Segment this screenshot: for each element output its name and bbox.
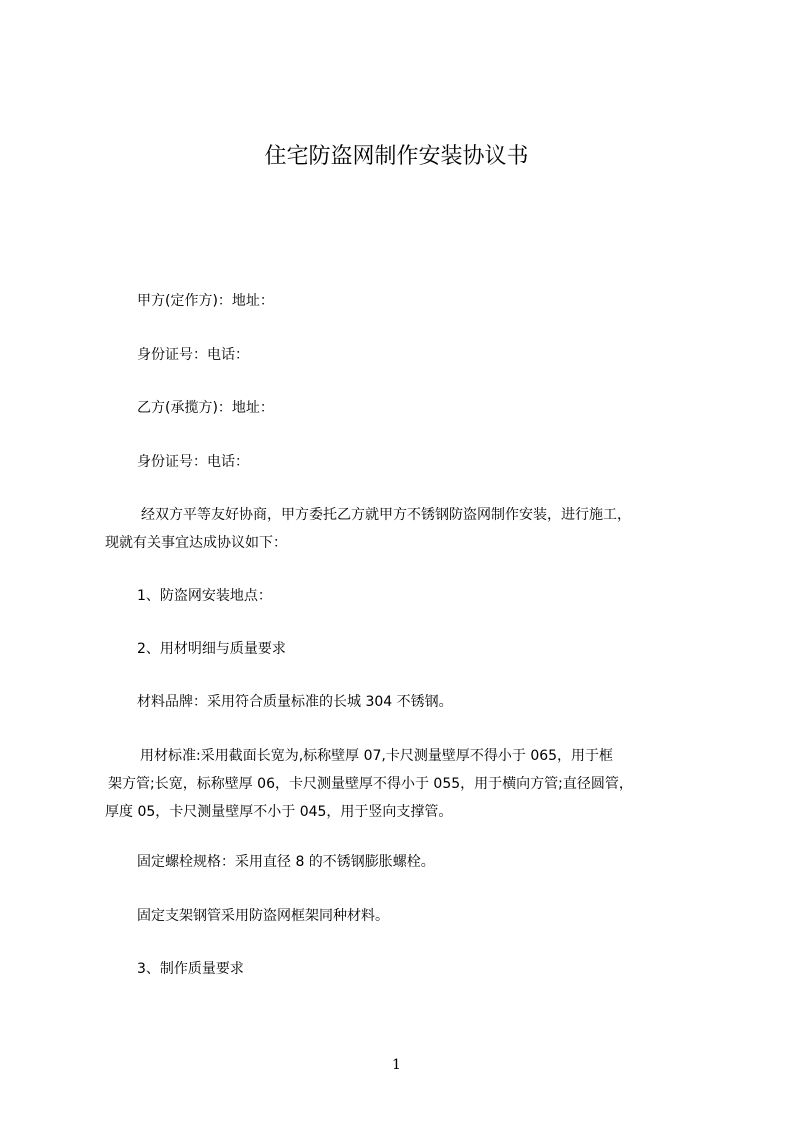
party-b-line: 乙方(承揽方)：地址：: [137, 400, 274, 416]
material-standard-paragraph: [105, 746, 633, 822]
material-standard-line-2: 架方管;长宽，标称壁厚 06，卡尺测量壁厚不得小于 055，用于横向方管;直径圆管，: [108, 776, 633, 792]
intro-line-1: 经双方平等友好协商，甲方委托乙方就甲方不锈钢防盗网制作安装，进行施工，: [141, 507, 631, 523]
bracket-line: 固定支架钢管采用防盗网框架同种材料。: [137, 908, 389, 924]
document-title: 住宅防盗网制作安装协议书: [264, 144, 529, 169]
intro-line-2: 现就有关事宜达成协议如下：: [105, 535, 287, 551]
intro-paragraph: [105, 505, 631, 553]
item-1-location: 1、防盗网安装地点：: [137, 588, 272, 604]
item-3-quality-heading: 3、制作质量要求: [137, 961, 244, 977]
material-standard-line-3: 厚度 05，卡尺测量壁厚不小于 045，用于竖向支撑管。: [105, 804, 453, 820]
page-number: 1: [392, 1057, 401, 1073]
bolt-spec-line: 固定螺栓规格：采用直径 8 的不锈钢膨胀螺栓。: [137, 854, 435, 870]
item-2-materials-heading: 2、用材明细与质量要求: [137, 641, 286, 657]
party-a-id-line: 身份证号：电话：: [137, 347, 249, 363]
party-b-id-line: 身份证号：电话：: [137, 454, 249, 470]
material-standard-line-1: 用材标准:采用截面长宽为,标称壁厚 07,卡尺测量壁厚不得小于 065，用于框: [140, 748, 614, 764]
party-a-line: 甲方(定作方)：地址：: [137, 293, 274, 309]
material-brand-line: 材料品牌：采用符合质量标准的长城 304 不锈钢。: [137, 694, 453, 710]
